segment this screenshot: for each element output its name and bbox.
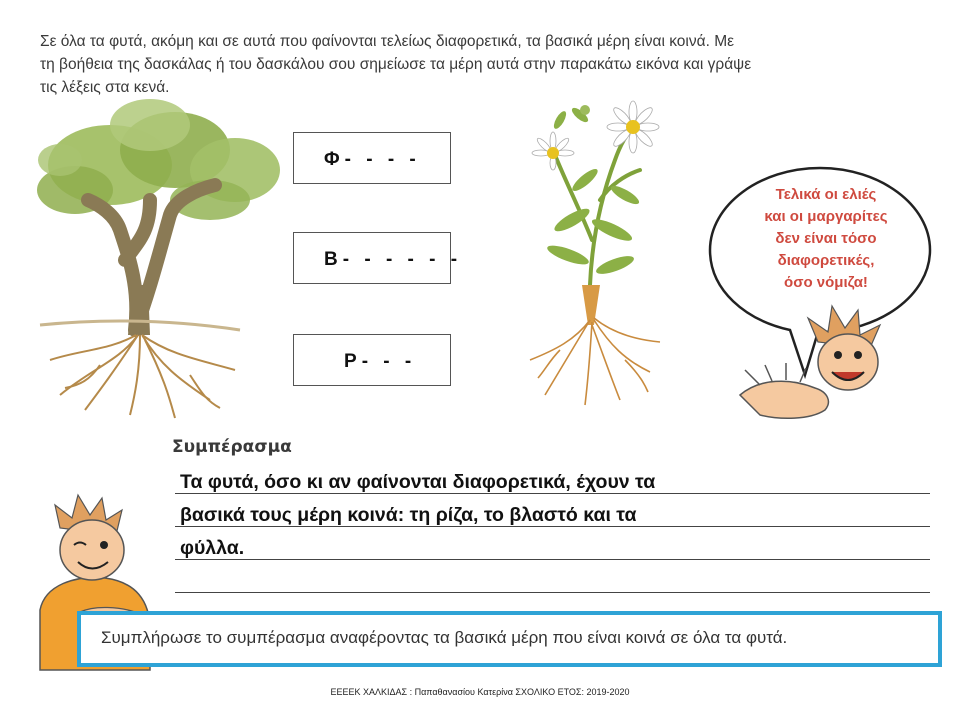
conclusion-line-1: Τα φυτά, όσο κι αν φαίνονται διαφορετικά, έχουν τα xyxy=(180,471,656,493)
intro-line-3: τις λέξεις στα κενά. xyxy=(40,79,170,96)
conclusion-line-2: βασικά τους μέρη κοινά: τη ρίζα, το βλαστό και τα xyxy=(180,504,637,526)
bubble-line-4: διαφορετικές, xyxy=(777,252,875,269)
instruction-text: Συμπλήρωσε το συμπέρασμα αναφέροντας τα βασικά μέρη που είναι κοινά σε όλα τα φυτά. xyxy=(101,628,788,647)
bubble-line-1: Τελικά οι ελιές xyxy=(775,186,877,203)
instruction-box xyxy=(77,611,942,667)
label-box-root[interactable] xyxy=(293,334,451,386)
olive-tree-illustration xyxy=(37,99,280,418)
tree-foliage xyxy=(37,99,280,220)
bubble-line-5: όσο νόμιζα! xyxy=(784,274,868,291)
daisy-main-root xyxy=(582,285,600,325)
label-blanks: - - - - xyxy=(344,149,421,170)
label-blanks: - - - - - - xyxy=(342,249,463,270)
speech-bubble-text xyxy=(736,184,916,294)
intro-line-2: τη βοήθεια της δασκάλας ή του δασκάλου σου σημείωσε τα μέρη αυτά στην παρακάτω εικόνα και γράψε xyxy=(40,56,752,73)
daisy-flowers xyxy=(532,101,659,170)
label-box-leaves[interactable] xyxy=(293,132,451,184)
label-box-stem[interactable] xyxy=(293,232,463,284)
label-letter: Β xyxy=(324,249,339,270)
bubble-line-2: και οι μαργαρίτες xyxy=(764,208,888,225)
label-letter: Ρ xyxy=(344,351,358,372)
intro-line-1: Σε όλα τα φυτά, ακόμη και σε αυτά που φαίνονται τελείως διαφορετικά, τα βασικά μέρη είναι κοινά. Με xyxy=(40,33,735,50)
conclusion-line-3: φύλλα. xyxy=(180,537,245,559)
conclusion-title: Συμπέρασμα xyxy=(172,437,292,457)
label-letter: Φ xyxy=(324,149,341,170)
bubble-line-3: δεν είναι τόσο xyxy=(775,230,877,247)
daisy-roots xyxy=(530,318,660,405)
label-blanks: - - - xyxy=(361,351,417,372)
conclusion-answer[interactable] xyxy=(180,466,900,565)
daisy-plant-illustration xyxy=(530,101,660,405)
footer: ΕΕΕΕΚ ΧΑΛΚΙΔΑΣ : Παπαθανασίου Κατερίνα ΣΧΟΛΙΚΟ ΕΤΟΣ: 2019-2020 xyxy=(330,687,630,697)
tree-roots xyxy=(50,335,235,418)
writing-line xyxy=(175,592,930,593)
